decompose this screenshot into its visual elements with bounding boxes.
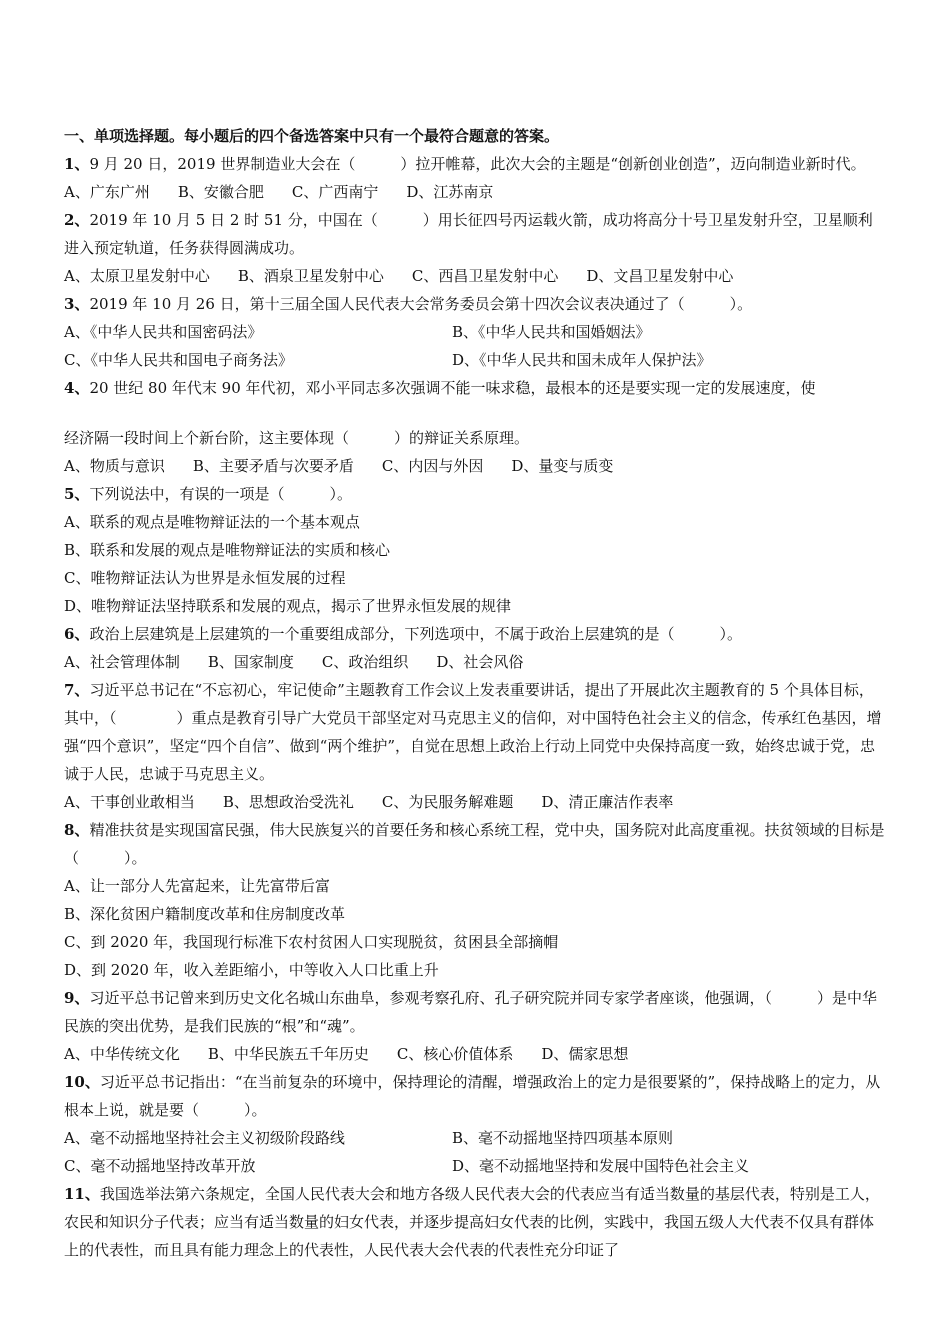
- question-number: 1、: [64, 155, 90, 173]
- question-4-continued: 经济隔一段时间上个新台阶，这主要体现（ ）的辩证关系原理。: [64, 429, 530, 447]
- option-a: A、太原卫星发射中心: [64, 267, 210, 285]
- question-text: 政治上层建筑是上层建筑的一个重要组成部分，下列选项中，不属于政治上层建筑的是（ ）。: [89, 625, 742, 643]
- option-d: D、《中华人民共和国未成年人保护法》: [452, 351, 712, 369]
- option-b: B、中华民族五千年历史: [207, 1045, 369, 1063]
- question-number: 10、: [64, 1073, 100, 1091]
- question-3: [64, 290, 886, 318]
- options-grid: [64, 1124, 886, 1180]
- option-d: D、江苏南京: [406, 183, 494, 201]
- question-text: 习近平总书记曾来到历史文化名城山东曲阜，参观考察孔府、孔子研究院并同专家学者座谈，他强调，（ ）是中华民族的突出优势，是我们民族的“根”和“魂”。: [64, 989, 877, 1035]
- question-text: 下列说法中，有误的一项是（ ）。: [89, 485, 352, 503]
- question-text: 20 世纪 80 年代末 90 年代初，邓小平同志多次强调不能一味求稳，最根本的还是要实现一定的发展速度，使: [89, 379, 816, 397]
- option-b: B、国家制度: [207, 653, 294, 671]
- option-a: A、让一部分人先富起来，让先富带后富: [64, 877, 330, 895]
- question-number: 2、: [64, 211, 90, 229]
- question-number: 7、: [64, 681, 90, 699]
- option-c: C、毫不动摇地坚持改革开放: [64, 1157, 256, 1175]
- question-number: 5、: [64, 485, 90, 503]
- option-b: B、思想政治受洗礼: [222, 793, 354, 811]
- question-text: 2019 年 10 月 5 日 2 时 51 分，中国在（ ）用长征四号丙运载火箭，成功将高分十号卫星发射升空，卫星顺利进入预定轨道，任务获得圆满成功。: [64, 211, 873, 257]
- section-title: 一、单项选择题。每小题后的四个备选答案中只有一个最符合题意的答案。: [64, 127, 560, 145]
- option-a: A、广东广州: [64, 183, 150, 201]
- question-6: [64, 620, 886, 648]
- question-text: 精准扶贫是实现国富民强，伟大民族复兴的首要任务和核心系统工程，党中央，国务院对此高度重视。扶贫领域的目标是（ ）。: [64, 821, 885, 867]
- option-c: C、到 2020 年，我国现行标准下农村贫困人口实现脱贫，贫困县全部摘帽: [64, 933, 559, 951]
- option-d: D、唯物辩证法坚持联系和发展的观点，揭示了世界永恒发展的规律: [64, 597, 512, 615]
- exam-page: [64, 122, 886, 1264]
- options-grid: [64, 318, 886, 374]
- question-number: 11、: [64, 1185, 100, 1203]
- option-c: C、唯物辩证法认为世界是永恒发展的过程: [64, 569, 346, 587]
- option-d: D、儒家思想: [541, 1045, 629, 1063]
- options-row: [64, 788, 886, 816]
- option-d: D、毫不动摇地坚持和发展中国特色社会主义: [452, 1157, 750, 1175]
- option-b: B、深化贫困户籍制度改革和住房制度改革: [64, 905, 346, 923]
- question-text: 我国选举法第六条规定，全国人民代表大会和地方各级人民代表大会的代表应当有适当数量的基层代表，特别是工人，农民和知识分子代表；应当有适当数量的妇女代表，并逐步提高妇女代表的比例，实践中，我国五级人大代表不仅具有群体上的代表性，而且具有能力理念上的代表性，人民代表大会代表的代表性充分印证了: [64, 1185, 880, 1259]
- question-9: [64, 984, 886, 1040]
- option-a: A、《中华人民共和国密码法》: [64, 323, 263, 341]
- option-c: C、《中华人民共和国电子商务法》: [64, 351, 293, 369]
- question-text: 2019 年 10 月 26 日，第十三届全国人民代表大会常务委员会第十四次会议表决通过了（ ）。: [89, 295, 753, 313]
- option-b: B、酒泉卫星发射中心: [237, 267, 384, 285]
- option-a: A、联系的观点是唯物辩证法的一个基本观点: [64, 513, 360, 531]
- option-c: C、西昌卫星发射中心: [411, 267, 559, 285]
- question-text: 习近平总书记指出：“在当前复杂的环境中，保持理论的清醒，增强政治上的定力是很要紧的”，保持战略上的定力，从根本上说，就是要（ ）。: [64, 1073, 881, 1119]
- options-row: [64, 262, 886, 290]
- question-10: [64, 1068, 886, 1124]
- question-text: 习近平总书记在“不忘初心，牢记使命”主题教育工作会议上发表重要讲话，提出了开展此次主题教育的 5 个具体目标，其中，（ ）重点是教育引导广大党员干部坚定对马克思主义的信仰，对中国特色社会主义的信念，传承红色基因，增强“四个意识”，坚定“四个自信”、做到“两个维护”，自觉在思想上政治上行动上同党中央保持高度一致，始终忠诚于党，忠诚于人民，忠诚于马克思主义。: [64, 681, 882, 783]
- option-a: A、物质与意识: [64, 457, 165, 475]
- question-number: 4、: [64, 379, 90, 397]
- option-d: D、清正廉洁作表率: [541, 793, 674, 811]
- option-c: C、内因与外因: [381, 457, 484, 475]
- option-a: A、社会管理体制: [64, 653, 180, 671]
- option-a: A、干事创业敢相当: [64, 793, 195, 811]
- option-c: C、为民服务解难题: [381, 793, 514, 811]
- question-number: 9、: [64, 989, 90, 1007]
- option-a: A、毫不动摇地坚持社会主义初级阶段路线: [64, 1129, 345, 1147]
- option-d: D、文昌卫星发射中心: [586, 267, 734, 285]
- question-1: [64, 150, 886, 178]
- question-2: [64, 206, 886, 262]
- option-c: C、政治组织: [321, 653, 409, 671]
- option-b: B、安徽合肥: [177, 183, 264, 201]
- options-row: [64, 452, 886, 480]
- option-b: B、主要矛盾与次要矛盾: [192, 457, 354, 475]
- option-c: C、核心价值体系: [396, 1045, 514, 1063]
- option-c: C、广西南宁: [291, 183, 379, 201]
- options-row: [64, 1040, 886, 1068]
- option-d: D、社会风俗: [436, 653, 524, 671]
- question-number: 3、: [64, 295, 90, 313]
- question-text: 9 月 20 日，2019 世界制造业大会在（ ）拉开帷幕，此次大会的主题是“创新创业创造”，迈向制造业新时代。: [89, 155, 866, 173]
- question-11: [64, 1180, 886, 1264]
- question-number: 6、: [64, 625, 90, 643]
- question-8: [64, 816, 886, 872]
- option-d: D、到 2020 年，收入差距缩小，中等收入人口比重上升: [64, 961, 439, 979]
- options-row: [64, 178, 886, 206]
- question-7: [64, 676, 886, 788]
- option-b: B、《中华人民共和国婚姻法》: [452, 323, 651, 341]
- question-5: [64, 480, 886, 508]
- option-d: D、量变与质变: [511, 457, 614, 475]
- option-b: B、毫不动摇地坚持四项基本原则: [452, 1129, 674, 1147]
- question-4: [64, 374, 886, 402]
- options-row: [64, 648, 886, 676]
- option-a: A、中华传统文化: [64, 1045, 180, 1063]
- option-b: B、联系和发展的观点是唯物辩证法的实质和核心: [64, 541, 391, 559]
- question-number: 8、: [64, 821, 90, 839]
